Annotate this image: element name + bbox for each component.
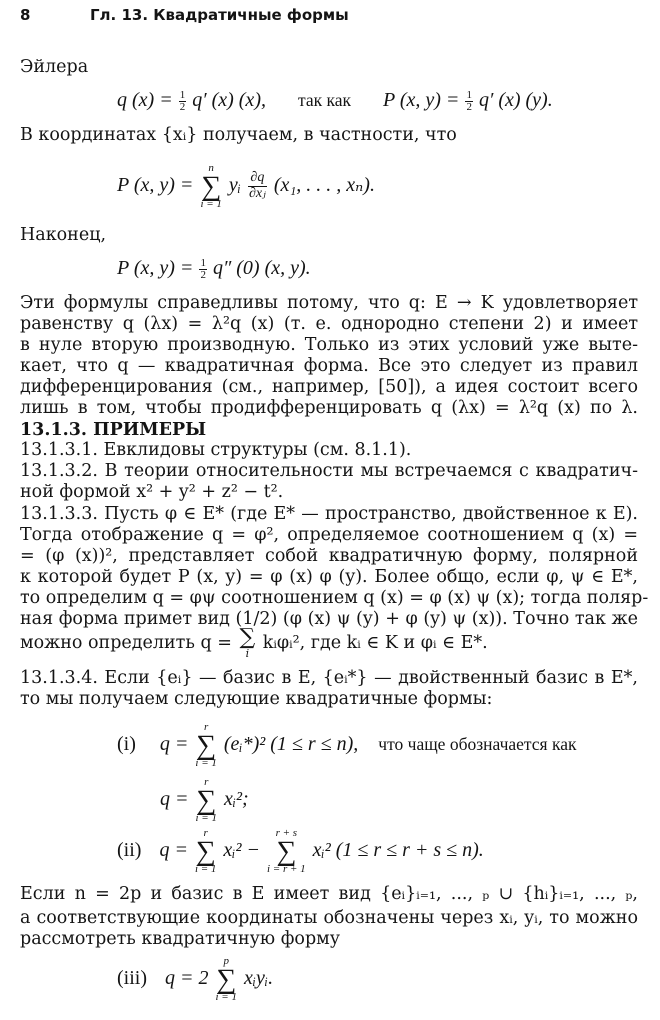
example-3-line: 13.1.3.3. Пусть φ ∈ E* (где E* — пространство, двойственное к E). xyxy=(20,504,638,524)
fraction-half-2: $\frac{1}{2}$ xyxy=(466,89,472,113)
paragraph-line: кает, что q — квадратичная форма. Все это следует из правил xyxy=(20,356,638,376)
sum-symbol: ∑ i xyxy=(239,625,256,660)
example-4-line: 13.1.3.4. Если {eᵢ} — базис в E, {eᵢ*} — двойственный базис в E*, xyxy=(20,668,638,688)
paragraph-line: Если n = 2p и базис в E имеет вид {eᵢ}ᵢ₌₁, ..., ₚ ∪ {hᵢ}ᵢ₌₁, ..., ₚ, xyxy=(20,884,638,904)
paragraph-line: в нуле вторую производную. Только из этих условий уже выте- xyxy=(20,335,638,355)
formula-polar-coords: P (x, y) = n ∑ i = 1 yᵢ $\frac{\partial q}{\text{∂xⱼ}}$ (x₁, . . . , xₙ). xyxy=(117,162,375,211)
paragraph-line: равенству q (λx) = λ²q (x) (т. е. однородно степени 2) и имеет xyxy=(20,314,638,334)
text-euler: Эйлера xyxy=(20,57,89,77)
running-title: Гл. 13. Квадратичные формы xyxy=(90,6,349,24)
paragraph-line: дифференцирования (см., например, [50]), а идея состоит всего xyxy=(20,377,638,397)
paragraph-line: рассмотреть квадратичную форму xyxy=(20,929,341,949)
page-number: 8 xyxy=(20,6,31,24)
text-coordinates: В координатах {xᵢ} получаем, в частности, что xyxy=(20,125,457,145)
fraction-half-3: $\frac{1}{2}$ xyxy=(200,257,206,281)
example-3-line: то определим q = φψ соотношением q (x) = φ (x) ψ (x); тогда поляр- xyxy=(20,588,649,608)
formula-i: (i) q = r ∑ i = 1 (eᵢ*)² (1 ≤ r ≤ n), что чаще обозначается как xyxy=(117,721,577,770)
example-4-line: то мы получаем следующие квадратичные формы: xyxy=(20,689,493,709)
example-2-line: ной формой x² + y² + z² − t². xyxy=(20,482,284,502)
example-3-line: Тогда отображение q = φ², определяемое соотношением q (x) = xyxy=(20,525,638,545)
section-heading: 13.1.3. ПРИМЕРЫ xyxy=(20,420,207,440)
sum-symbol: r + s ∑ i = r + 1 xyxy=(266,827,306,876)
example-1: 13.1.3.1. Евклидовы структуры (см. 8.1.1). xyxy=(20,440,412,460)
sum-symbol: r ∑ i = 1 xyxy=(194,827,217,876)
example-2-line: 13.1.3.2. В теории относительности мы встречаемся с квадратич- xyxy=(20,461,638,481)
formula-ii: (ii) q = r ∑ i = 1 xᵢ² − r + s ∑ i = r + 1 xᵢ² (1 ≤ r ≤ r + s ≤ n). xyxy=(117,827,484,876)
partial-derivative: $\frac{\partial q}{\text{∂xⱼ}}$ xyxy=(248,170,266,202)
paragraph-line: Эти формулы справедливы потому, что q: E → K удовлетворяет xyxy=(20,293,638,313)
example-3-line: = (φ (x))², представляет собой квадратичную форму, полярной xyxy=(20,546,638,566)
sum-symbol: r ∑ i = 1 xyxy=(195,776,217,825)
fraction-half: $\frac{1}{2}$ xyxy=(179,89,186,113)
formula-euler: q (x) = $\frac{1}{2}$ q′ (x) (x), так как P (x, y) = $\frac{1}{2}$ q′ (x) (y). xyxy=(117,89,553,113)
example-3-line: к которой будет P (x, y) = φ (x) φ (y). Более общо, если φ, ψ ∈ E*, xyxy=(20,567,638,587)
formula-second-derivative: P (x, y) = $\frac{1}{2}$ q″ (0) (x, y). xyxy=(117,257,311,281)
text-finally: Наконец, xyxy=(20,225,107,245)
formula-iii: (iii) q = 2 p ∑ i = 1 xᵢyᵢ. xyxy=(117,955,274,1004)
example-3-line: ная форма примет вид (1/2) (φ (x) ψ (y) + φ (y) ψ (x)). Точно так же xyxy=(20,609,638,629)
sum-symbol: r ∑ i = 1 xyxy=(195,721,217,770)
paragraph-line: а соответствующие координаты обозначены через xᵢ, yᵢ, то можно xyxy=(20,908,638,928)
paragraph-line: лишь в том, чтобы продифференцировать q (λx) = λ²q (x) по λ. xyxy=(20,398,638,418)
example-3-last-line: можно определить q = ∑ i kᵢφᵢ², где kᵢ ∈ K и φᵢ ∈ E*. xyxy=(20,625,488,660)
formula-i-coords: q = r ∑ i = 1 xᵢ²; xyxy=(160,776,249,825)
sum-symbol: n ∑ i = 1 xyxy=(200,162,222,211)
sum-symbol: p ∑ i = 1 xyxy=(215,955,237,1004)
